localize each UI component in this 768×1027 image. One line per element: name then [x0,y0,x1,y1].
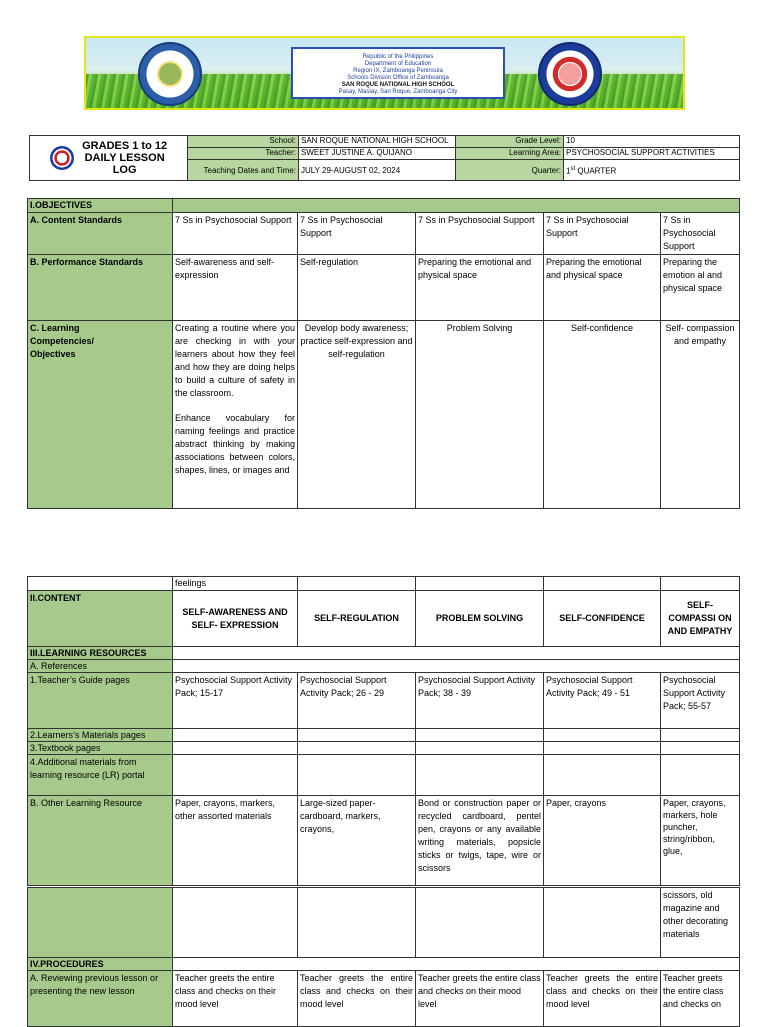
other-resource-4: Paper, crayons [544,796,661,886]
content-standard-3: 7 Ss in Psychosocial Support [416,213,544,255]
performance-standard-4: Preparing the emotional and physical space [544,255,661,321]
competency-2: Develop body awareness; practice self-expression and self-regulation [298,321,416,509]
grade-level-value: 10 [564,136,740,148]
review-activity-5: Teacher greets the entire class and checks on [661,971,740,1027]
banner-line-1: Republic of the Philippines [362,54,434,60]
other-resource-2: Large-sized paper-cardboard, markers, crayons, [298,796,416,886]
review-activity-2: Teacher greets the entire class and checks on their mood level [298,971,416,1027]
teachers-guide-3: Psychosocial Support Activity Pack; 38 - 39 [416,673,544,729]
competency-5: Self- compassion and empathy [661,321,740,509]
objectives-heading: I.OBJECTIVES [28,199,173,213]
dll-info-table [29,135,740,181]
grade-level-label: Grade Level: [456,136,564,148]
dates-value: JULY 29-AUGUST 02, 2024 [299,160,456,181]
objectives-table [27,198,740,509]
learning-area-label: Learning Area: [456,148,564,160]
banner-school-name: SAN ROQUE NATIONAL HIGH SCHOOL [341,82,455,88]
teachers-guide-1: Psychosocial Support Activity Pack; 15-17 [173,673,298,729]
deped-mini-seal-icon [50,146,74,170]
procedures-heading: IV.PROCEDURES [28,958,173,971]
competency-1-continued: feelings [173,577,298,591]
quarter-label: Quarter: [456,160,564,181]
other-resource-5: Paper, crayons, markers, hole puncher, string/ribbon, glue, [661,796,740,886]
review-activity-3: Teacher greets the entire class and checks on their mood level [416,971,544,1027]
content-topic-1: SELF-AWARENESS AND SELF- EXPRESSION [173,591,298,647]
banner-line-4: Schools Division Office of Zamboanga [347,75,449,81]
performance-standards-label: B. Performance Standards [28,255,173,321]
competency-3: Problem Solving [416,321,544,509]
teacher-value: SWEET JUSTINE A. QUIJANO [299,148,456,160]
deped-seal-logo [538,42,602,106]
content-standards-label: A. Content Standards [28,213,173,255]
content-standard-1: 7 Ss in Psychosocial Support [173,213,298,255]
competency-1: Creating a routine where you are checking in with your learners about how they feel and how they are doing helps to build a culture of safety in the classroom. Enhance vocabulary for naming feelings and practice abstract thinking by making associations between colors, shapes, lines, or images and [173,321,298,509]
procedures-table [27,887,740,1027]
dates-label: Teaching Dates and Time: [188,160,299,181]
learning-area-value: PSYCHOSOCIAL SUPPORT ACTIVITIES [564,148,740,160]
content-topic-5: SELF- COMPASSI ON AND EMPATHY [661,591,740,647]
content-standard-5: 7 Ss in Psychosocial Support [661,213,740,255]
competencies-label: C. Learning Competencies/ Objectives [28,321,173,509]
other-learning-resource-label: B. Other Learning Resource [28,796,173,886]
school-value: SAN ROQUE NATIONAL HIGH SCHOOL [299,136,456,148]
banner-line-3: Region IX, Zamboanga Peninsula [353,68,443,74]
content-resources-table [27,576,740,886]
content-standard-4: 7 Ss in Psychosocial Support [544,213,661,255]
banner-header-box [291,47,505,99]
learning-resources-heading: III.LEARNING RESOURCES [28,647,173,660]
content-standard-2: 7 Ss in Psychosocial Support [298,213,416,255]
school-seal-logo [138,42,202,106]
teachers-guide-5: Psychosocial Support Activity Pack; 55-57 [661,673,740,729]
school-label: School: [188,136,299,148]
content-topic-4: SELF-CONFIDENCE [544,591,661,647]
other-resource-1: Paper, crayons, markers, other assorted materials [173,796,298,886]
banner-address: Pasay, Masiay, San Roque, Zamboanga City [338,89,458,95]
dll-title: GRADES 1 to 12 DAILY LESSON LOG [82,140,168,176]
banner-line-2: Department of Education [364,61,432,67]
textbook-pages-label: 3.Textbook pages [28,742,173,755]
references-label: A. References [28,660,173,673]
performance-standard-5: Preparing the emotion al and physical space [661,255,740,321]
additional-materials-label: 4.Additional materials from learning resource (LR) portal [28,755,173,796]
review-activity-4: Teacher greets the entire class and checks on their mood level [544,971,661,1027]
review-activity-1: Teacher greets the entire class and checks on their mood level [173,971,298,1027]
competency-4: Self-confidence [544,321,661,509]
reviewing-lesson-label: A. Reviewing previous lesson or presenting the new lesson [28,971,173,1027]
content-topic-3: PROBLEM SOLVING [416,591,544,647]
quarter-value: 1st QUARTER [564,160,740,181]
teachers-guide-4: Psychosocial Support Activity Pack; 49 - 51 [544,673,661,729]
content-heading: II.CONTENT [28,591,173,647]
school-banner [84,36,685,110]
teachers-guide-2: Psychosocial Support Activity Pack; 26 - 29 [298,673,416,729]
performance-standard-1: Self-awareness and self- expression [173,255,298,321]
teacher-label: Teacher: [188,148,299,160]
other-resource-3: Bond or construction paper or recycled cardboard, pentel pen, crayons or any available writing materials, popsicle sticks or twigs, tape, wire or scissors [416,796,544,886]
dll-title-cell [30,136,188,181]
learners-materials-label: 2.Learners’s Materials pages [28,729,173,742]
performance-standard-3: Preparing the emotional and physical space [416,255,544,321]
content-topic-2: SELF-REGULATION [298,591,416,647]
other-resource-5-continued: scissors, old magazine and other decorating materials [661,888,740,958]
performance-standard-2: Self-regulation [298,255,416,321]
teachers-guide-label: 1.Teacher’s Guide pages [28,673,173,729]
